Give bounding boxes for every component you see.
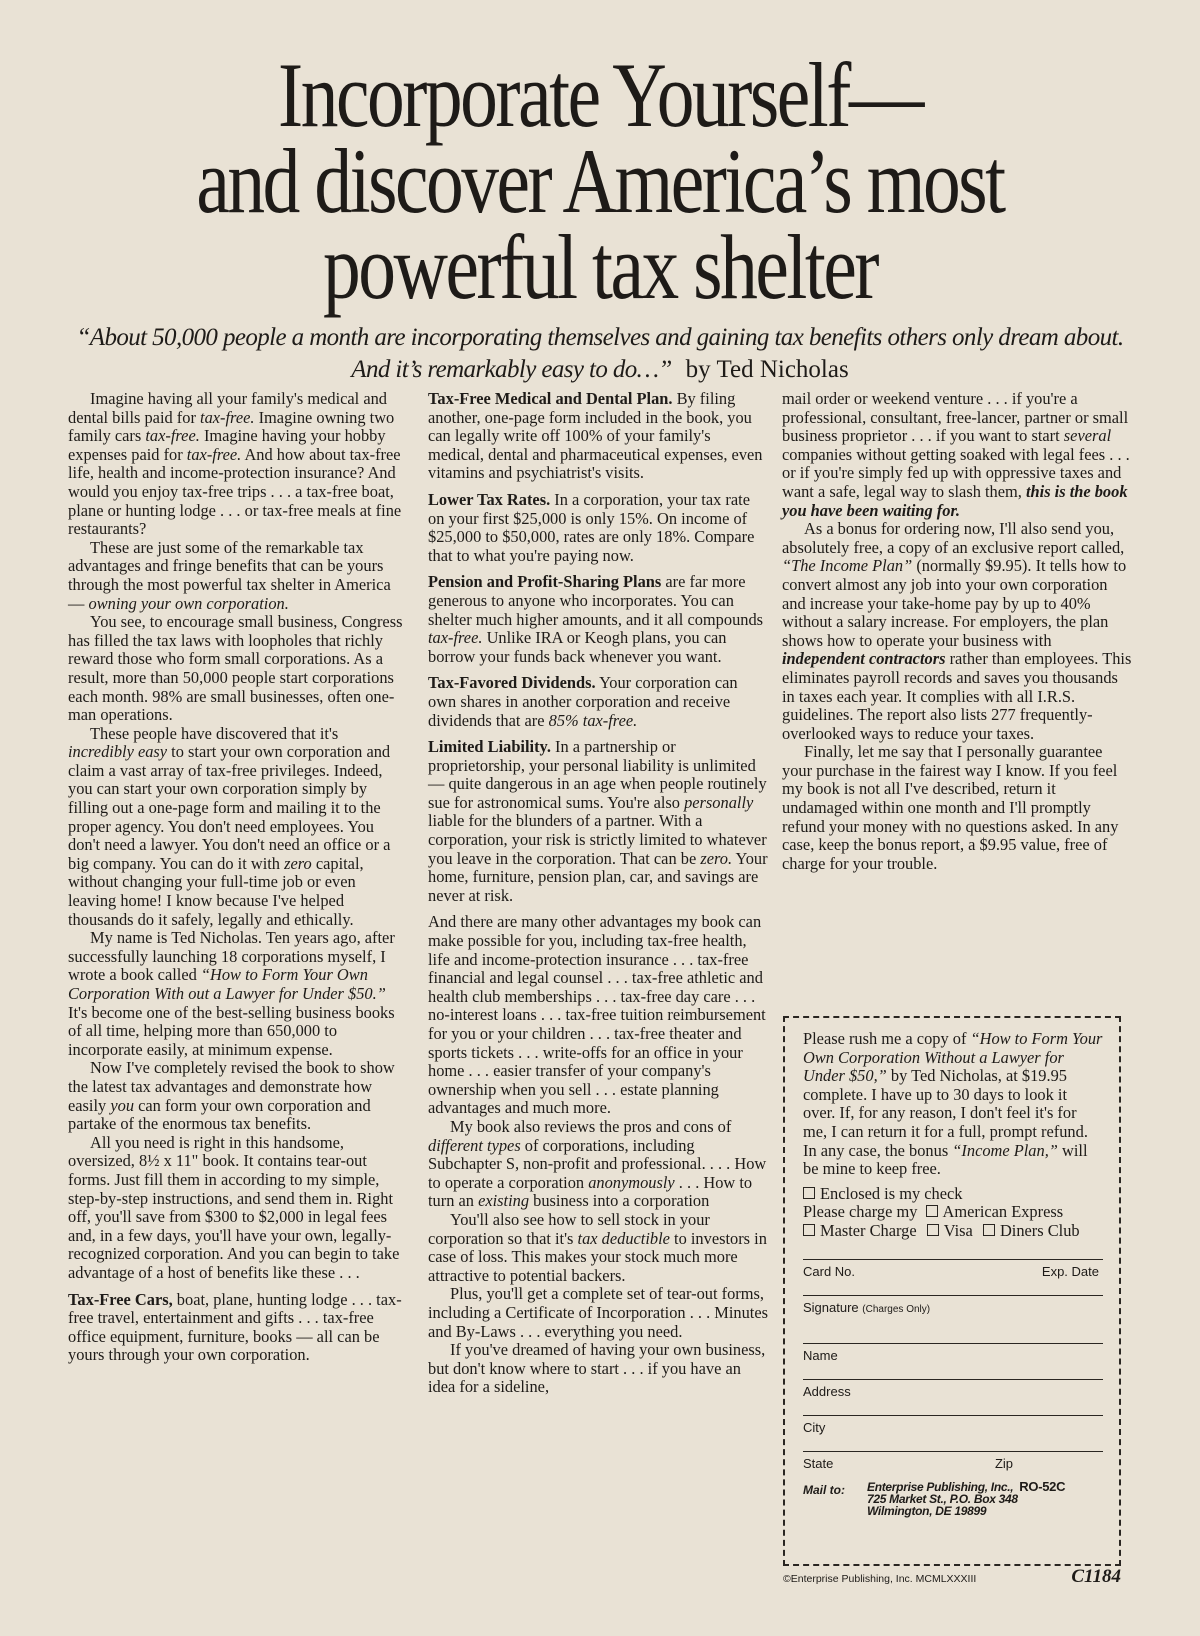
- paragraph: My name is Ted Nicholas. Ten years ago, after successfully launching 18 corporations myself, I wrote a book called “How to Form Your Own Corporation With out a Lawyer for Under $50.” It's become one of the best-selling business books of all time, helping more than 650,000 to incorporate easily, at minimum expense.: [68, 928, 395, 1059]
- paragraph: And there are many other advantages my book can make possible for you, including tax-free health, life and income-protection insurance . . . tax-free financial and legal counsel . . . tax-free athletic and health club memberships . . . tax-free day care . . . no-interest loans . . . tax-free tuition reimbursement for you or your children . . . tax-free theater and sports tickets . . . write-offs for an office in your home . . . easier transfer of your company's ownership when you sell . . . estate planning advantages and much more.: [428, 912, 766, 1118]
- paragraph: Now I've completely revised the book to show the latest tax advantages and demonstrate how easily you can form your own corporation and partake of the enormous tax benefits.: [68, 1058, 395, 1134]
- subhead-quote: “About 50,000 people a month are incorporating themselves and gaining tax benefits others only dream about. And it’s remarkably easy to do…”: [76, 324, 1124, 383]
- headline-line-2: and discover America’s most: [196, 130, 1004, 232]
- section-limited-liability: Limited Liability. In a partnership or proprietorship, your personal liability is unlimited — quite dangerous in an age when people routinely sue for astronomical sums. You're also personally liable for the blunders of a partner. With a corporation, your risk is strictly limited to whatever you leave in the corporation. That can be zero. Your home, furniture, pension plan, car, and savings are never at risk.: [428, 737, 768, 905]
- card-option-row: Master Charge Visa Diners Club: [803, 1222, 1103, 1241]
- headline-line-3: powerful tax shelter: [322, 216, 878, 318]
- section-dividends: Tax-Favored Dividends. Your corporation can own shares in another corporation and receive dividends that are 85% tax-free.: [428, 673, 738, 730]
- mail-to-address: Mail to: Enterprise Publishing, Inc., RO-52C 725 Market St., P.O. Box 348 Wilmington, DE 19899: [803, 1478, 1066, 1518]
- ad-code: C1184: [1071, 1566, 1121, 1587]
- paragraph: All you need is right in this handsome, oversized, 8½ x 11" book. It contains tear-out forms. Just fill them in according to my simple, step-by-step instructions, and send them in. Right off, you'll save from $300 to $2,000 in legal fees and, in a few days, you'll have your own, legally-recognized corporation. And you can begin to take advantage of a host of benefits like these . . .: [68, 1132, 400, 1282]
- byline: by Ted Nicholas: [685, 356, 849, 383]
- paragraph: These are just some of the remarkable tax advantages and fringe benefits that can be yours through the most powerful tax shelter in America — owning your own corporation.: [68, 537, 391, 613]
- section-tax-free-cars: Tax-Free Cars, boat, plane, hunting lodge . . . tax-free travel, entertainment and gifts . . . tax-free office equipment, furniture, books — all can be yours through your own corporation.: [68, 1289, 402, 1365]
- name-field[interactable]: Name: [803, 1343, 1103, 1379]
- state-zip-field[interactable]: State Zip: [803, 1451, 1103, 1479]
- card-number-field[interactable]: Card No. Exp. Date: [803, 1259, 1103, 1295]
- checkbox-icon[interactable]: [803, 1187, 815, 1199]
- copyright: ©Enterprise Publishing, Inc. MCMLXXXIII: [783, 1573, 977, 1585]
- paragraph: Imagine having all your family's medical and dental bills paid for tax-free. Imagine owning two family cars tax-free. Imagine having your hobby expenses paid for tax-free. And how about tax-free life, health and income-protection insurance? And would you enjoy tax-free trips . . . a tax-free boat, plane or hunting lodge . . . or tax-free meals at fine restaurants?: [68, 389, 402, 539]
- column-2: [428, 390, 768, 1397]
- paragraph: My book also reviews the pros and cons of different types of corporations, including Subchapter S, non-profit and professional. . . . How to operate a corporation anonymously . . . How to turn an existing business into a corporation: [428, 1116, 767, 1211]
- check-option[interactable]: Enclosed is my check: [803, 1185, 1103, 1204]
- charge-option-row: Please charge my American Express: [803, 1202, 1064, 1222]
- headline: [141, 44, 1059, 318]
- paragraph: mail order or weekend venture . . . if you're a professional, consultant, free-lancer, partner or small business proprietor . . . if you want to start several companies without getting soaked with legal fees . . . or if you're simply fed up with oppressive taxes and want a safe, legal way to slash them, this is the book you have been waiting for.: [782, 389, 1130, 520]
- section-pension-plans: Pension and Profit-Sharing Plans are far more generous to anyone who incorporates. You can shelter much higher amounts, and it all compounds tax-free. Unlike IRA or Keogh plans, you can borrow your funds back whenever you want.: [428, 572, 764, 666]
- coupon-text: Please rush me a copy of “How to Form Your Own Corporation Without a Lawyer for Under $50,” by Ted Nicholas, at $19.95 complete. I have up to 30 days to look it over. If, for any reason, I don't feel it's for me, I can return it for a full, prompt refund. In any case, the bonus “Income Plan,” will be mine to keep free.: [803, 1029, 1103, 1179]
- headline-line-1: Incorporate Yourself—: [278, 44, 922, 146]
- column-3: [782, 390, 1132, 873]
- footer: [783, 1566, 1121, 1588]
- checkbox-icon[interactable]: [803, 1224, 815, 1236]
- checkbox-icon[interactable]: [983, 1224, 995, 1236]
- paragraph: Finally, let me say that I personally guarantee your purchase in the fairest way I know. If you feel my book is not all I've described, return it undamaged within one month and I'll promptly refund your money with no questions asked. In any case, keep the bonus report, a $9.95 value, free of charge for your trouble.: [782, 742, 1119, 873]
- paragraph: As a bonus for ordering now, I'll also send you, absolutely free, a copy of an exclusive report called, “The Income Plan” (normally $9.95). It tells how to convert almost any job into your own corporation and increase your take-home pay by up to 40% without a salary increase. For employers, the plan shows how to operate your business with independent contractors rather than employees. This eliminates payroll records and saves you thousands in taxes each year. It complies with all I.R.S. guidelines. The report also lists 277 frequently-overlooked ways to reduce your taxes.: [782, 519, 1132, 743]
- paragraph: Plus, you'll get a complete set of tear-out forms, including a Certificate of Incorporation . . . Minutes and By-Laws . . . everything you need.: [428, 1284, 769, 1341]
- paragraph: You'll also see how to sell stock in your corporation so that it's tax deductible to investors in case of loss. This makes your stock much more attractive to potential backers.: [428, 1209, 767, 1285]
- address-field[interactable]: Address: [803, 1379, 1103, 1415]
- subheadline: [60, 322, 1140, 386]
- paragraph: These people have discovered that it's incredibly easy to start your own corporation and claim a vast array of tax-free privileges. Indeed, you can start your own corporation simply by filling out a one-page form and mailing it to the proper agency. You don't need employees. You don't need a lawyer. You don't need an office or a big company. You can do it with zero capital, without changing your full-time job or even leaving home! I know because I've helped thousands do it safely, legally and ethically.: [68, 723, 391, 929]
- paragraph: If you've dreamed of having your own business, but don't know where to start . . . if you have an idea for a sideline,: [428, 1340, 766, 1397]
- section-lower-tax-rates: Lower Tax Rates. In a corporation, your tax rate on your first $25,000 is only 15%. On income of $25,000 to $50,000, rates are only 18%. Compare that to what you're paying now.: [428, 489, 755, 565]
- coupon-fields: [803, 1259, 1103, 1479]
- paragraph: You see, to encourage small business, Congress has filled the tax laws with loopholes that richly reward those who form small corporations. As a result, more than 50,000 people start corporations each month. 98% are small businesses, often one-man operations.: [68, 612, 403, 725]
- order-coupon[interactable]: [783, 1016, 1121, 1566]
- city-field[interactable]: City: [803, 1415, 1103, 1451]
- checkbox-icon[interactable]: [927, 1224, 939, 1236]
- column-1: [68, 390, 408, 1365]
- section-medical-plan: Tax-Free Medical and Dental Plan. By filing another, one-page form included in the book, you can legally write off 100% of your family's medical, dental and pharmaceutical expenses, even vitamins and psychiatrist's visits.: [428, 389, 763, 483]
- signature-field[interactable]: Signature (Charges Only): [803, 1295, 1103, 1331]
- checkbox-icon[interactable]: [926, 1205, 938, 1217]
